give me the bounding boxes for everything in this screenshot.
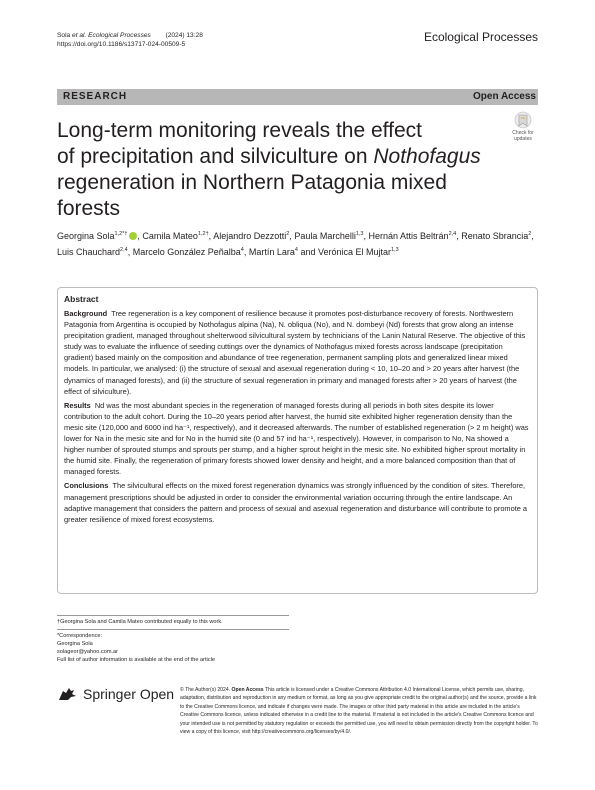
author-name: Marcelo González Peñalba [132,247,241,257]
author-separator: , [243,247,249,257]
abstract-results [64,400,531,478]
author-separator: , [208,231,214,241]
author-name: Georgina Sola [57,231,115,241]
author-affiliation: 4 [294,247,298,253]
license-open-access: Open Access [231,687,264,693]
author-separator: , [363,231,369,241]
author-name: Martín Lara [248,247,295,257]
abstract-conclusions [64,480,531,524]
title-genus: Nothofagus [373,145,481,168]
results-label: Results [64,400,91,410]
background-label: Background [64,309,108,318]
author-affiliation: 1,2† [197,231,209,237]
footnote-rule-2 [57,629,289,630]
journal-name: Ecological Processes [423,30,538,44]
check-for-line1: Check for [512,130,534,136]
results-text: Nd was the most abundant species in the regeneration of managed forests during all periods in both sites despite its lower contribution to the adult cohort. During the 10–20 years period after harvest, the humid site exhibited higher regeneration density than the mesic site (120,000 and 6000 ind ha⁻¹, respectively), and it decreased afterwards. The number of established regeneration (> 2 m height) was lower for Na in the mesic site and for No in the humid site (0 and 57 ind ha⁻¹, respectively). However, in comparison to No, Na showed a higher number of sprouted stumps and sprouts per stump, and a higher sprout height in the mesic site. No exhibited higher sprout mortality in the humid site. Finally, the regeneration of primary forests showed lower density and height, and a more balanced composition than that of managed forests. [64,400,529,477]
author-name: Paula Marchelli [294,231,356,241]
citation-line [57,31,203,40]
author-name: Verónica El Mujtar [317,247,392,257]
title-line-2 [57,144,497,170]
citation-volume: (2024) 13:28 [165,32,203,39]
correspondence-block [57,632,215,664]
background-text: Tree regeneration is a key component of resilience because it promotes post-disturbance recovery of forests. Northwestern Patagonia from Argentina is occupied by Nothofagus alpina (Na), N. obliqua (No), and N. dombeyi (Nd) forests that grow along an intense precipitation gradient, managed throughout shelterwood silvicultural system by technicians of the Lanin Natural Reserve. The objective of this study was to evaluate the influence of seeding cuttings over the dynamics of Nothofagus mixed forests across landscape (precipitation gradient) based mainly on the composition and abundance of tree regeneration, permanent sampling plots and generalized linear mixed models. In particular, we analysed: (i) the structure of sexual and asexual regeneration during < 10, 10–20 and > 20 years after harvest (the dynamics of managed forests), and (ii) the structure of sexual regeneration in primary and managed forests after > 20 years of harvest (the effect of silviculture). [64,309,526,396]
publisher-suffix: Open [139,686,175,702]
article-title [57,118,497,222]
footnote-rule [57,615,289,616]
springer-open-text [83,686,174,702]
author-separator: , [127,247,133,257]
author-list [57,227,537,259]
open-access-label: Open Access [473,91,536,102]
author-name: Hernán Attis Beltrán [368,231,449,241]
author-affiliation: 2,4 [120,247,128,253]
article-type-banner [57,89,538,105]
abstract-box [57,287,538,594]
conclusions-label: Conclusions [64,481,109,491]
author-separator: , [137,231,143,241]
bookmark-icon [514,111,532,131]
author-name: Luis Chauchard [57,247,121,257]
author-affiliation: 2,4 [448,231,457,237]
citation-journal: Ecological Processes [86,32,151,39]
author-affiliation: 2 [528,231,532,237]
doi-link[interactable]: https://doi.org/10.1186/s13717-024-00509-5 [57,41,186,48]
author-separator: , [289,231,295,241]
author-info-note: Full list of author information is available at the end of the article [57,657,215,663]
check-for-updates-badge[interactable] [508,111,538,147]
title-line-1: Long-term monitoring reveals the effect [57,119,422,142]
author-affiliation: 4 [240,247,244,253]
author-name: Renato Sbrancia [461,231,529,241]
check-for-line2: updates [514,135,532,142]
title-line-4: forests [57,197,121,220]
author-separator: , [456,231,462,241]
author-separator: , [531,231,534,241]
abstract-background [64,308,531,397]
title-line-3: regeneration in Northern Patagonia mixed [57,171,447,194]
license-text [180,686,538,736]
equal-contribution-note: †Georgina Sola and Camila Mateo contributed equally to this work. [57,619,223,625]
author-and: and [297,247,318,257]
abstract-heading: Abstract [64,294,99,304]
author-name: Alejandro Dezzotti [213,231,287,241]
correspondence-label: *Correspondence: [57,633,103,639]
publisher-name: Springer [83,686,136,702]
title-line-2-text: of precipitation and silviculture on [57,145,374,168]
copyright: © The Author(s) 2024. [180,687,231,693]
author-affiliation: 1,3 [355,231,364,237]
springer-open-logo[interactable] [57,686,174,702]
author-name: Camila Mateo [142,231,198,241]
author-affiliation: 2 [286,231,290,237]
citation-authors: Sola [57,32,73,39]
springer-horse-icon [57,686,79,702]
author-affiliation: 1,3 [391,247,399,253]
citation-et-al: et al. [72,32,87,39]
license-body: This article is licensed under a Creative Commons Attribution 4.0 International License, which permits use, sharing, adaptation, distribution and reproduction in any medium or format, as long as you give appropriate credit to the original author(s) and the source, provide a link to the Creative Commons licence, and indicate if changes were made. The images or other third party material in this article are included in the article's Creative Commons licence, unless indicated otherwise in a credit line to the material. If material is not included in the article's Creative Commons licence and your intended use is not permitted by statutory regulation or exceeds the permitted use, you will need to obtain permission directly from the copyright holder. To view a copy of this licence, visit http://creativecommons.org/licenses/by/4.0/. [180,687,538,736]
article-type-label: RESEARCH [63,91,128,102]
author-affiliation: 1,2*† [114,231,128,237]
running-header [57,31,203,49]
correspondence-email[interactable]: solageor@yahoo.com.ar [57,649,119,655]
correspondence-name: Georgina Sola [57,641,93,647]
conclusions-text: The silvicultural effects on the mixed forest regeneration dynamics was strongly influenced by the condition of sites. Therefore, management prescriptions should be adjusted in order to consider the environmental variation occurring through the entire landscape. An adaptive management that considers the pattern and process of sexual and asexual regeneration and disturbance will contribute to promote a greater resilience of mixed forest ecosystems. [64,481,528,524]
